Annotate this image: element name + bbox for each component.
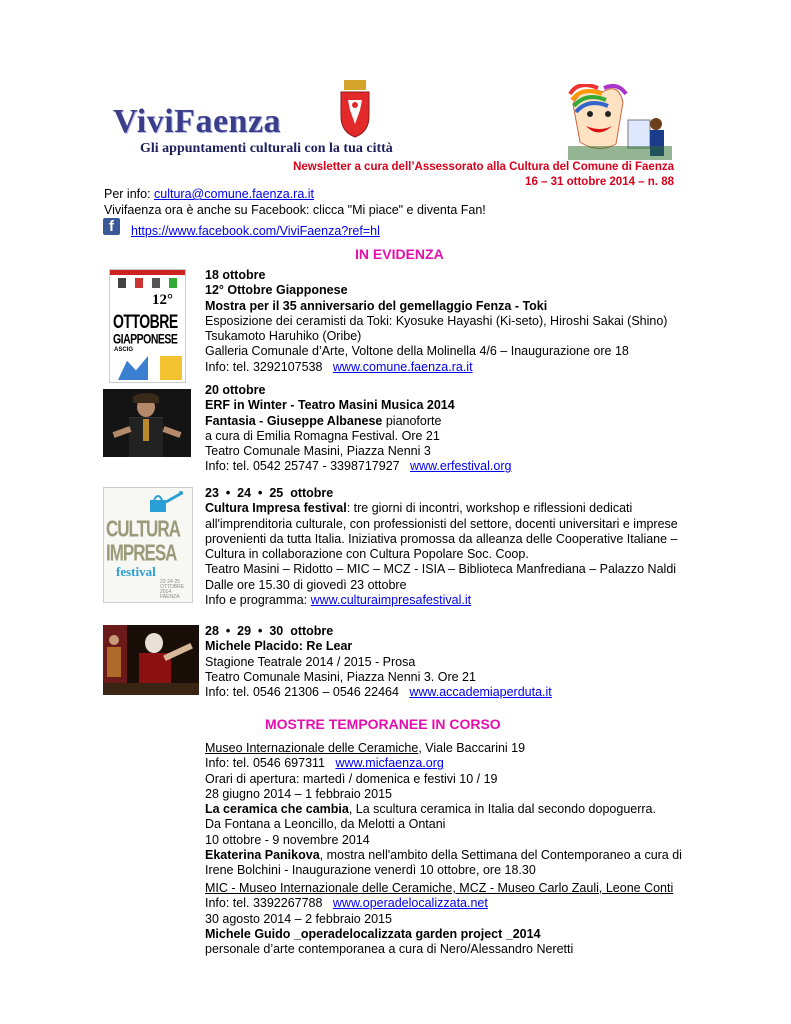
exhibit-name: Michele Guido _operadelocalizzata garden project _2014 xyxy=(205,926,541,941)
exhibit-title xyxy=(205,848,682,863)
venue-link[interactable]: www.operadelocalizzata.net xyxy=(332,896,488,911)
event-desc: Cultura in collaborazione con Cultura Popolare Soc. Coop. xyxy=(205,547,529,562)
exhibit-desc: , mostra nell'ambito della Settimana del Contemporaneo a cura di xyxy=(319,848,682,863)
exhibit-desc: , La scultura ceramica in Italia dal secondo dopoguerra. xyxy=(348,802,656,817)
venue-info xyxy=(205,896,673,911)
mostre-block-1 xyxy=(205,741,682,879)
event-desc: a cura di Emilia Romagna Festival. Ore 21 xyxy=(205,428,440,443)
poster-city: FAENZA xyxy=(160,594,180,600)
facebook-text: Vivifaenza ora è anche su Facebook: clicca "Mi piace" e diventa Fan! xyxy=(104,203,486,217)
info-line xyxy=(104,187,314,202)
photo-re-lear xyxy=(103,625,199,695)
mostre-block-2 xyxy=(205,881,673,957)
event-subtitle xyxy=(205,414,511,429)
poster-number: 12° xyxy=(152,292,173,308)
event-info xyxy=(205,459,511,474)
venue-name: MIC - Museo Internazionale delle Ceramiche, MCZ - Museo Carlo Zauli, Leone Conti xyxy=(205,881,674,895)
exhibit-name: La ceramica che cambia xyxy=(205,802,349,817)
event-info xyxy=(205,593,678,608)
event-title xyxy=(205,501,678,516)
event-info xyxy=(205,685,552,700)
event-link[interactable]: www.culturaimpresafestival.it xyxy=(310,593,472,608)
event-desc: Teatro Comunale Masini, Piazza Nenni 3. Ore 21 xyxy=(205,669,476,684)
watering-can-icon xyxy=(144,490,184,516)
poster-line1: CULTURA xyxy=(106,516,180,542)
event-desc: provenienti da tutta Italia. Iniziativa promossa da alleanza delle Cooperative Italiane – xyxy=(205,531,678,546)
event-link[interactable]: www.comune.faenza.ra.it xyxy=(332,359,473,374)
event-title-rest: : tre giorni di incontri, workshop e riflessioni dedicati xyxy=(346,501,633,516)
event-4 xyxy=(205,624,552,700)
event-title: 12° Ottobre Giapponese xyxy=(205,283,348,298)
event-info xyxy=(205,360,667,375)
faenza-crest-icon xyxy=(338,80,372,138)
poster-month: OTTOBRE xyxy=(160,584,185,590)
event-desc: Tsukamoto Haruhiko (Oribe) xyxy=(205,329,362,344)
venue-line xyxy=(205,741,682,756)
venue-name: Museo Internazionale delle Ceramiche xyxy=(205,741,419,755)
poster-dates: 23·24·25 xyxy=(160,579,181,585)
event-date: 28 • 29 • 30 ottobre xyxy=(205,624,334,638)
exhibit-name: Ekaterina Panikova xyxy=(205,848,320,863)
event-desc: Esposizione dei ceramisti da Toki: Kyosuke Hayashi (Ki-seto), Hiroshi Sakai (Shino) xyxy=(205,313,668,328)
poster-line1: OTTOBRE xyxy=(113,310,178,333)
info-prefix: Info: tel. 0546 21306 – 0546 22464 xyxy=(205,685,410,700)
event-instrument: pianoforte xyxy=(382,413,442,428)
photo-giuseppe-albanese xyxy=(103,389,191,457)
event-date: 23 • 24 • 25 ottobre xyxy=(205,486,334,500)
poster-year: 2014 xyxy=(160,589,172,595)
facebook-icon[interactable]: f xyxy=(103,218,120,235)
poster-dates-block xyxy=(160,580,184,600)
venue-link[interactable]: www.micfaenza.org xyxy=(335,756,444,771)
info-prefix: Info: tel. 3392267788 xyxy=(205,896,333,911)
event-date: 20 ottobre xyxy=(205,383,266,397)
event-date: 18 ottobre xyxy=(205,268,266,282)
poster-tag: ASCIG xyxy=(114,347,134,353)
issue-dates: 16 – 31 ottobre 2014 – n. 88 xyxy=(525,176,674,188)
exhibit-desc: Irene Bolchini - Inaugurazione venerdì 10 ottobre, ore 18.30 xyxy=(205,863,536,878)
info-prefix: Info: tel. 0542 25747 - 3398717927 xyxy=(205,459,411,474)
event-desc: Dalle ore 15.30 di giovedì 23 ottobre xyxy=(205,577,407,592)
event-desc: Teatro Masini – Ridotto – MIC – MCZ - ISIA – Biblioteca Manfrediana – Palazzo Naldi xyxy=(205,562,677,577)
event-title-bold: Cultura Impresa festival xyxy=(205,501,347,516)
info-prefix: Info: tel. 0546 697311 xyxy=(205,756,336,771)
event-3 xyxy=(205,486,678,608)
event-desc: Stagione Teatrale 2014 / 2015 - Prosa xyxy=(205,654,416,669)
venue-hours: Orari di apertura: martedì / domenica e festivi 10 / 19 xyxy=(205,771,498,786)
logo-title: ViviFaenza xyxy=(113,103,282,140)
poster-cultura-impresa xyxy=(103,487,193,603)
event-link[interactable]: www.accademiaperduta.it xyxy=(409,685,552,700)
event-desc: all'imprenditoria culturale, con professionisti del settore, docenti universitari e imprese xyxy=(205,516,678,531)
event-desc: Teatro Comunale Masini, Piazza Nenni 3 xyxy=(205,444,431,459)
venue-address: , Viale Baccarini 19 xyxy=(418,741,526,755)
logo-subtitle: Gli appuntamenti culturali con la tua città xyxy=(140,141,393,156)
exhibit-desc: personale d’arte contemporanea a cura di Nero/Alessandro Neretti xyxy=(205,942,574,957)
email-link[interactable]: cultura@comune.faenza.ra.it xyxy=(154,187,315,201)
event-performer: Fantasia - Giuseppe Albanese xyxy=(205,413,383,428)
exhibit-desc: Da Fontana a Leoncillo, da Melotti a Ontani xyxy=(205,817,446,832)
poster-line3: festival xyxy=(116,564,156,579)
poster-line2: GIAPPONESE xyxy=(113,332,178,348)
exhibit-title xyxy=(205,802,682,817)
exhibit-dates: 30 agosto 2014 – 2 febbraio 2015 xyxy=(205,911,392,926)
section-title-evidenza: IN EVIDENZA xyxy=(355,246,444,262)
section-title-mostre: MOSTRE TEMPORANEE IN CORSO xyxy=(265,716,501,732)
poster-line2: IMPRESA xyxy=(106,540,177,566)
venue-info xyxy=(205,756,682,771)
info-prefix: Per info: xyxy=(104,187,155,201)
event-2 xyxy=(205,383,511,475)
exhibit-dates: 28 giugno 2014 – 1 febbraio 2015 xyxy=(205,786,392,801)
poster-ottobre-giapponese xyxy=(109,269,186,383)
event-desc: Galleria Comunale d’Arte, Voltone della Molinella 4/6 – Inaugurazione ore 18 xyxy=(205,344,629,359)
event-title: Michele Placido: Re Lear xyxy=(205,639,353,654)
event-link[interactable]: www.erfestival.org xyxy=(410,459,512,474)
facebook-link[interactable]: https://www.facebook.com/ViviFaenza?ref=hl xyxy=(131,224,380,238)
comic-illustration xyxy=(568,84,672,160)
newsletter-credit: Newsletter a cura dell’Assessorato alla Cultura del Comune di Faenza xyxy=(293,161,674,173)
info-prefix: Info: tel. 3292107538 xyxy=(205,359,333,374)
event-subtitle: Mostra per il 35 anniversario del gemellaggio Fenza - Toki xyxy=(205,298,548,313)
info-prefix: Info e programma: xyxy=(205,593,311,608)
exhibit-dates: 10 ottobre - 9 novembre 2014 xyxy=(205,832,370,847)
event-title: ERF in Winter - Teatro Masini Musica 2014 xyxy=(205,398,455,413)
event-1 xyxy=(205,268,667,375)
